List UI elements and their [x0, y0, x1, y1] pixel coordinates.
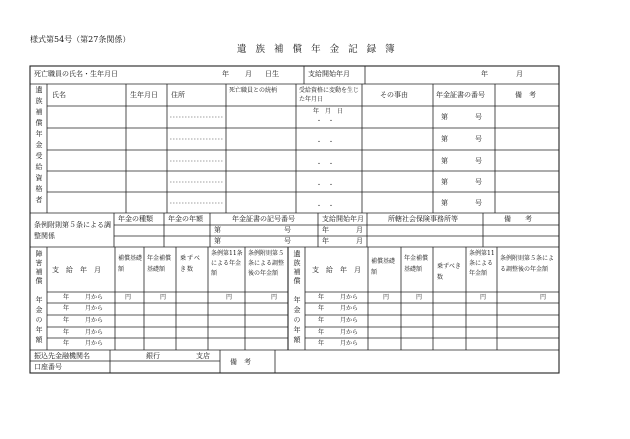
row3-dots: ・ ・: [316, 161, 335, 168]
l1-yen-a: 円: [125, 294, 132, 301]
ledger-base-left: 補償基礎額: [118, 255, 143, 273]
l3-year: 年: [63, 317, 70, 324]
adj-header-start: 支給開始年月: [322, 215, 364, 223]
ledger-adjusted-right: 条例附則第５条による調整後の年金額: [500, 255, 555, 273]
l1-from: 月から: [85, 294, 104, 301]
adj-row1-month: 月: [356, 226, 363, 234]
row1-cert-prefix: 第: [441, 113, 448, 121]
l1-yen-c: 円: [226, 294, 233, 301]
adj-header-amount: 年金の年額: [168, 215, 203, 223]
r3-year: 年: [318, 317, 325, 324]
deceased-day: 日生: [265, 70, 279, 78]
branch-suffix: 支店: [196, 352, 210, 360]
row3-cert-prefix: 第: [441, 157, 448, 165]
deceased-label: 死亡職員の氏名・生年月日: [34, 70, 118, 78]
ledger-period-left: 支 給 年 月: [52, 266, 101, 274]
ledger-right-label: 遺族補償: [293, 250, 301, 286]
ledger-right-sub: 年金の年額: [293, 296, 301, 346]
header-name: 氏名: [52, 91, 66, 99]
l5-year: 年: [63, 340, 70, 347]
row5-dots: ・ ・: [316, 203, 335, 210]
row2-cert-suffix: 号: [475, 135, 482, 143]
row2-dots: ・ ・: [316, 139, 335, 146]
adj-row2-year: 年: [322, 237, 329, 245]
adj-row1-cert-suffix: 号: [284, 226, 291, 234]
row4-cert-prefix: 第: [441, 178, 448, 186]
adj-row2-month: 月: [356, 237, 363, 245]
l2-from: 月から: [85, 305, 104, 312]
header-birth: 生年月日: [130, 91, 158, 99]
row5-cert-prefix: 第: [441, 199, 448, 207]
ledger-multiplier-left: 乗ずべき数: [180, 255, 201, 273]
row1-cert-suffix: 号: [475, 113, 482, 121]
row4-dots: ・ ・: [316, 182, 335, 189]
start-month: 月: [516, 70, 523, 78]
adj-row1-year: 年: [322, 226, 329, 234]
start-year: 年: [481, 70, 488, 78]
r1-yen-d: 円: [540, 294, 547, 301]
account-label: 口座番号: [34, 363, 62, 371]
adj-header-remarks: 備 考: [504, 215, 532, 223]
survivors-side-label: 遺族補償年金受給資格者: [35, 86, 43, 207]
ledger-multiplier-right: 乗ずべき数: [437, 263, 461, 281]
adjustment-label: 条例附則第５条による調整関係: [34, 221, 111, 240]
r4-from: 月から: [340, 329, 359, 336]
deceased-month: 月: [245, 70, 252, 78]
row5-cert-suffix: 号: [475, 199, 482, 207]
l5-from: 月から: [85, 340, 104, 347]
ledger-art11-right: 条例第11条による年金額: [469, 250, 495, 277]
bank-label: 振込先金融機関名: [34, 352, 90, 360]
adj-row1-cert-prefix: 第: [214, 226, 221, 234]
l1-yen-d: 円: [271, 294, 278, 301]
ledger-pension-base-left: 年金補償基礎額: [147, 255, 172, 273]
ledger-base-right: 補償基礎額: [371, 258, 396, 276]
r4-year: 年: [318, 329, 325, 336]
deceased-year: 年: [222, 70, 229, 78]
adj-header-type: 年金の種類: [118, 215, 153, 223]
header-address: 住所: [171, 91, 185, 99]
row1-date: 年 月 日: [313, 108, 344, 115]
adj-row2-cert-suffix: 号: [284, 237, 291, 245]
ledger-art11-left: 条例第11条による年金額: [211, 250, 243, 277]
adj-header-cert: 年金証書の記号番号: [232, 215, 295, 223]
r5-year: 年: [318, 340, 325, 347]
r2-from: 月から: [340, 305, 359, 312]
adj-row2-cert-prefix: 第: [214, 237, 221, 245]
bank-suffix: 銀行: [146, 352, 160, 360]
header-relation: 死亡職員との続柄: [229, 87, 278, 94]
l3-from: 月から: [85, 317, 104, 324]
row2-cert-prefix: 第: [441, 135, 448, 143]
header-change-date: 受給資格に変動を生じた年月日: [299, 87, 360, 103]
r3-from: 月から: [340, 317, 359, 324]
header-cert-no: 年金証書の番号: [436, 91, 485, 99]
ledger-adjusted-left: 条例附則第５条による調整後の年金額: [248, 250, 285, 277]
r5-from: 月から: [340, 340, 359, 347]
r1-yen-a: 円: [383, 294, 390, 301]
row3-cert-suffix: 号: [475, 157, 482, 165]
header-remarks: 備 考: [515, 91, 536, 99]
ledger-pension-base-right: 年金補償基礎額: [404, 255, 429, 273]
r1-year: 年: [318, 294, 325, 301]
adj-header-office: 所轄社会保険事務所等: [388, 215, 458, 223]
r2-year: 年: [318, 305, 325, 312]
start-label: 支給開始年月: [308, 70, 350, 78]
l4-from: 月から: [85, 329, 104, 336]
r1-from: 月から: [340, 294, 359, 301]
r1-yen-c: 円: [480, 294, 487, 301]
bank-remarks: 備 考: [230, 358, 251, 366]
l4-year: 年: [63, 329, 70, 336]
row4-cert-suffix: 号: [475, 178, 482, 186]
l1-yen-b: 円: [160, 294, 167, 301]
page-title: 遺 族 補 償 年 金 記 録 簿: [237, 44, 398, 55]
ledger-left-label: 障害補償: [35, 250, 43, 286]
header-reason: その事由: [380, 91, 408, 99]
ledger-period-right: 支 給 年 月: [312, 266, 361, 274]
r1-yen-b: 円: [416, 294, 423, 301]
l2-year: 年: [63, 305, 70, 312]
ledger-left-sub: 年金の年額: [35, 296, 43, 346]
row1-dots: ・ ・: [316, 118, 335, 125]
form-number: 様式第54号（第27条関係）: [30, 35, 131, 44]
l1-year: 年: [63, 294, 70, 301]
